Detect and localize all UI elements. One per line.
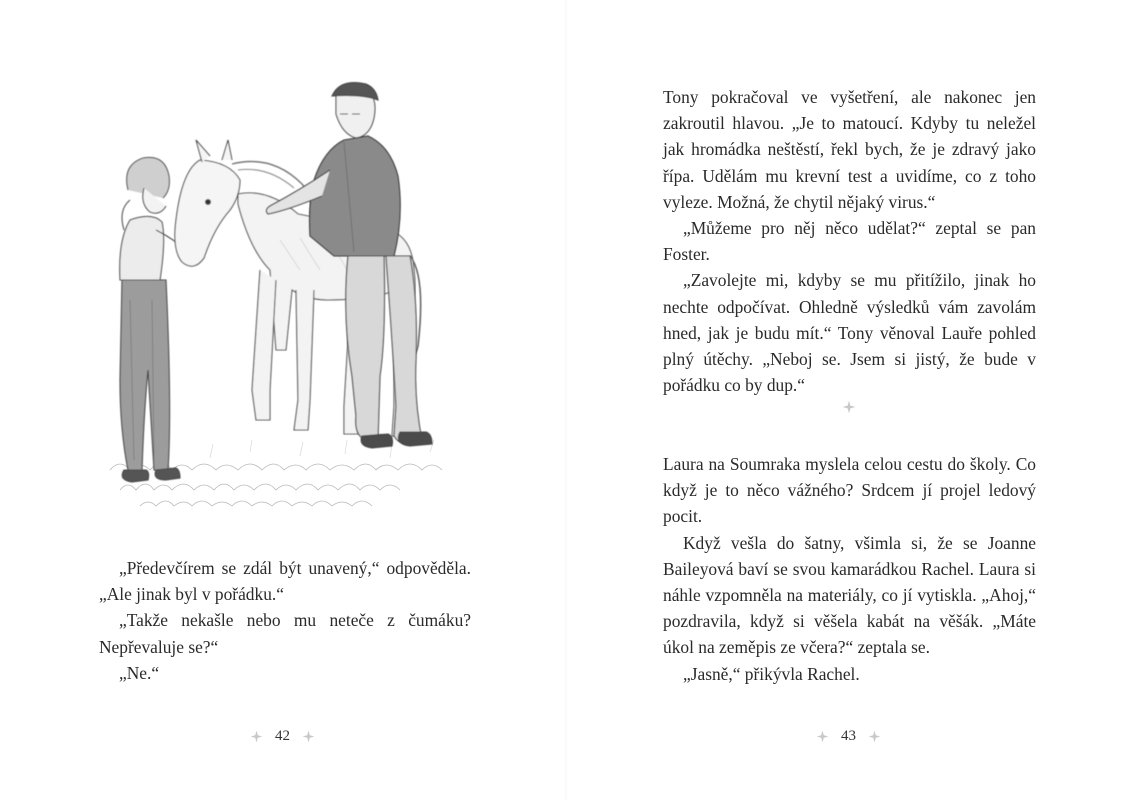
page-number-left xyxy=(250,726,315,746)
star-icon xyxy=(868,730,881,743)
paragraph: Tony pokračoval ve vyšetření, ale nakonec jen zakroutil hlavou. „Je to matoucí. Kdyby tu neležel jak hromádka neštěstí, řekl bych, že je zdravý jako řípa. Udělám mu krevní test a uvidíme, co z toho vyleze. Možná, že chytil nějaký virus.“ xyxy=(663,87,1036,212)
star-icon xyxy=(842,400,856,414)
right-page-text-top xyxy=(663,84,1036,398)
star-icon xyxy=(302,730,315,743)
paragraph: „Zavolejte mi, kdyby se mu přitížilo, jinak ho nechte odpočívat. Ohledně výsledků vám zavolám hned, jak je budu mít.“ Tony věnoval Lauře pohled plný útěchy. „Neboj se. Jsem si jistý, že bude v pořádku co by dup.“ xyxy=(663,270,1036,396)
paragraph: Když vešla do šatny, všimla si, že se Joanne Baileyová baví se svou kamarádkou Rachel. Laura si náhle vzpomněla na materiály, co jí vytiskla. „Ahoj,“ pozdravila, když si věšela kabát na věšák. „Máte úkol na zeměpis ze včera?“ zeptala se. xyxy=(663,532,1036,658)
star-icon xyxy=(250,730,263,743)
page-number-right xyxy=(816,726,881,746)
paragraph: „Můžeme pro něj něco udělat?“ zeptal se pan Foster. xyxy=(663,218,1036,265)
right-page-text-bottom xyxy=(663,451,1036,687)
page-number: 42 xyxy=(275,727,290,744)
paragraph: Laura na Soumraka myslela celou cestu do školy. Co když je to něco vážného? Srdcem jí projel ledový pocit. xyxy=(663,454,1036,527)
page-number: 43 xyxy=(841,727,856,744)
paragraph: „Takže nekašle nebo mu neteče z čumáku? Nepřevaluje se?“ xyxy=(99,610,471,657)
paragraph: „Ne.“ xyxy=(119,662,160,683)
paragraph: „Jasně,“ přikývla Rachel. xyxy=(683,663,860,684)
left-page-text xyxy=(99,555,471,686)
pencil-sketch-girl-horse-vet-icon xyxy=(100,70,470,520)
paragraph: „Předevčírem se zdál být unavený,“ odpověděla. „Ale jinak byl v pořádku.“ xyxy=(99,558,471,605)
star-icon xyxy=(816,730,829,743)
